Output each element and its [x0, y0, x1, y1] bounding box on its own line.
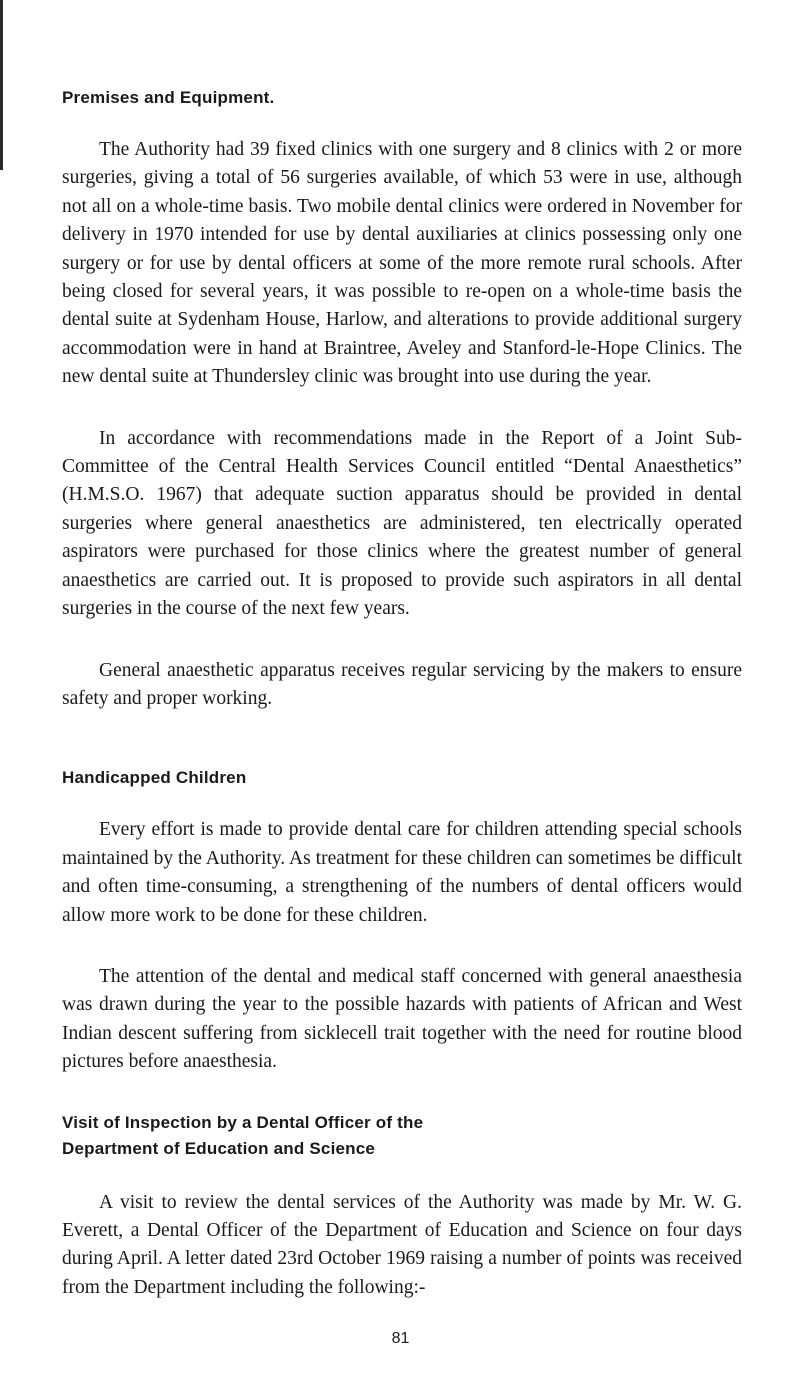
paragraph-premises-servicing: General anaesthetic apparatus receives regular servicing by the makers to ensure safety and proper working.: [62, 659, 742, 709]
page-binding-edge: [0, 0, 3, 170]
section-heading-visit: [62, 1110, 742, 1162]
section-heading-visit-line2: Department of Education and Science: [62, 1138, 376, 1158]
paragraph-premises-clinics: The Authority had 39 fixed clinics with one surgery and 8 clinics with 2 or more surgeries, giving a total of 56 surgeries available, of which 53 were in use, although not all on a whole-time basis. Two mobile dental clinics were ordered in November for delivery in 1970 intended for use by dental auxiliaries at clinics possessing only one surgery or for use by dental officers at some of the more remote rural schools. After being closed for several years, it was possible to re-open on a whole-time basis the dental suite at Sydenham House, Harlow, and alterations to provide additional surgery accommodation were in hand at Braintree, Aveley and Stanford-le-Hope Clinics. The new dental suite at Thundersley clinic was brought into use during the year.: [62, 139, 742, 388]
paragraph-handicapped-care: Every effort is made to provide dental care for children attending special schools maintained by the Authority. As treatment for these children can sometimes be difficult and often time-consuming, a strengthening of the numbers of dental officers would allow more work to be done for these children.: [62, 819, 742, 926]
document-page: [62, 88, 742, 1302]
page-number: 81: [391, 1330, 410, 1347]
paragraph-premises-aspirators: In accordance with recommendations made in the Report of a Joint Sub-Committee of the Central Health Services Council entitled “Dental Anaesthetics” (H.M.S.O. 1967) that adequate suction apparatus should be provided in dental surgeries where general anaesthetics are administered, ten electrically operated aspirators were purchased for those clinics where the greatest number of general anaesthetics are carried out. It is proposed to provide such aspirators in all dental surgeries in the course of the next few years.: [62, 427, 742, 620]
paragraph-visit-review: A visit to review the dental services of the Authority was made by Mr. W. G. Everett, a Dental Officer of the Department of Education and Science on four days during April. A letter dated 23rd October 1969 raising a number of points was received from the Department including the following:-: [62, 1191, 742, 1298]
section-heading-visit-line1: Visit of Inspection by a Dental Officer of the: [62, 1112, 424, 1132]
paragraph-handicapped-anaesthesia: The attention of the dental and medical staff concerned with general anaesthesia was drawn during the year to the possible hazards with patients of African and West Indian descent suffering from sicklecell trait together with the need for routine blood pictures before anaesthesia.: [62, 965, 742, 1073]
section-heading-handicapped: Handicapped Children: [62, 768, 247, 788]
section-heading-premises: Premises and Equipment.: [62, 88, 275, 107]
